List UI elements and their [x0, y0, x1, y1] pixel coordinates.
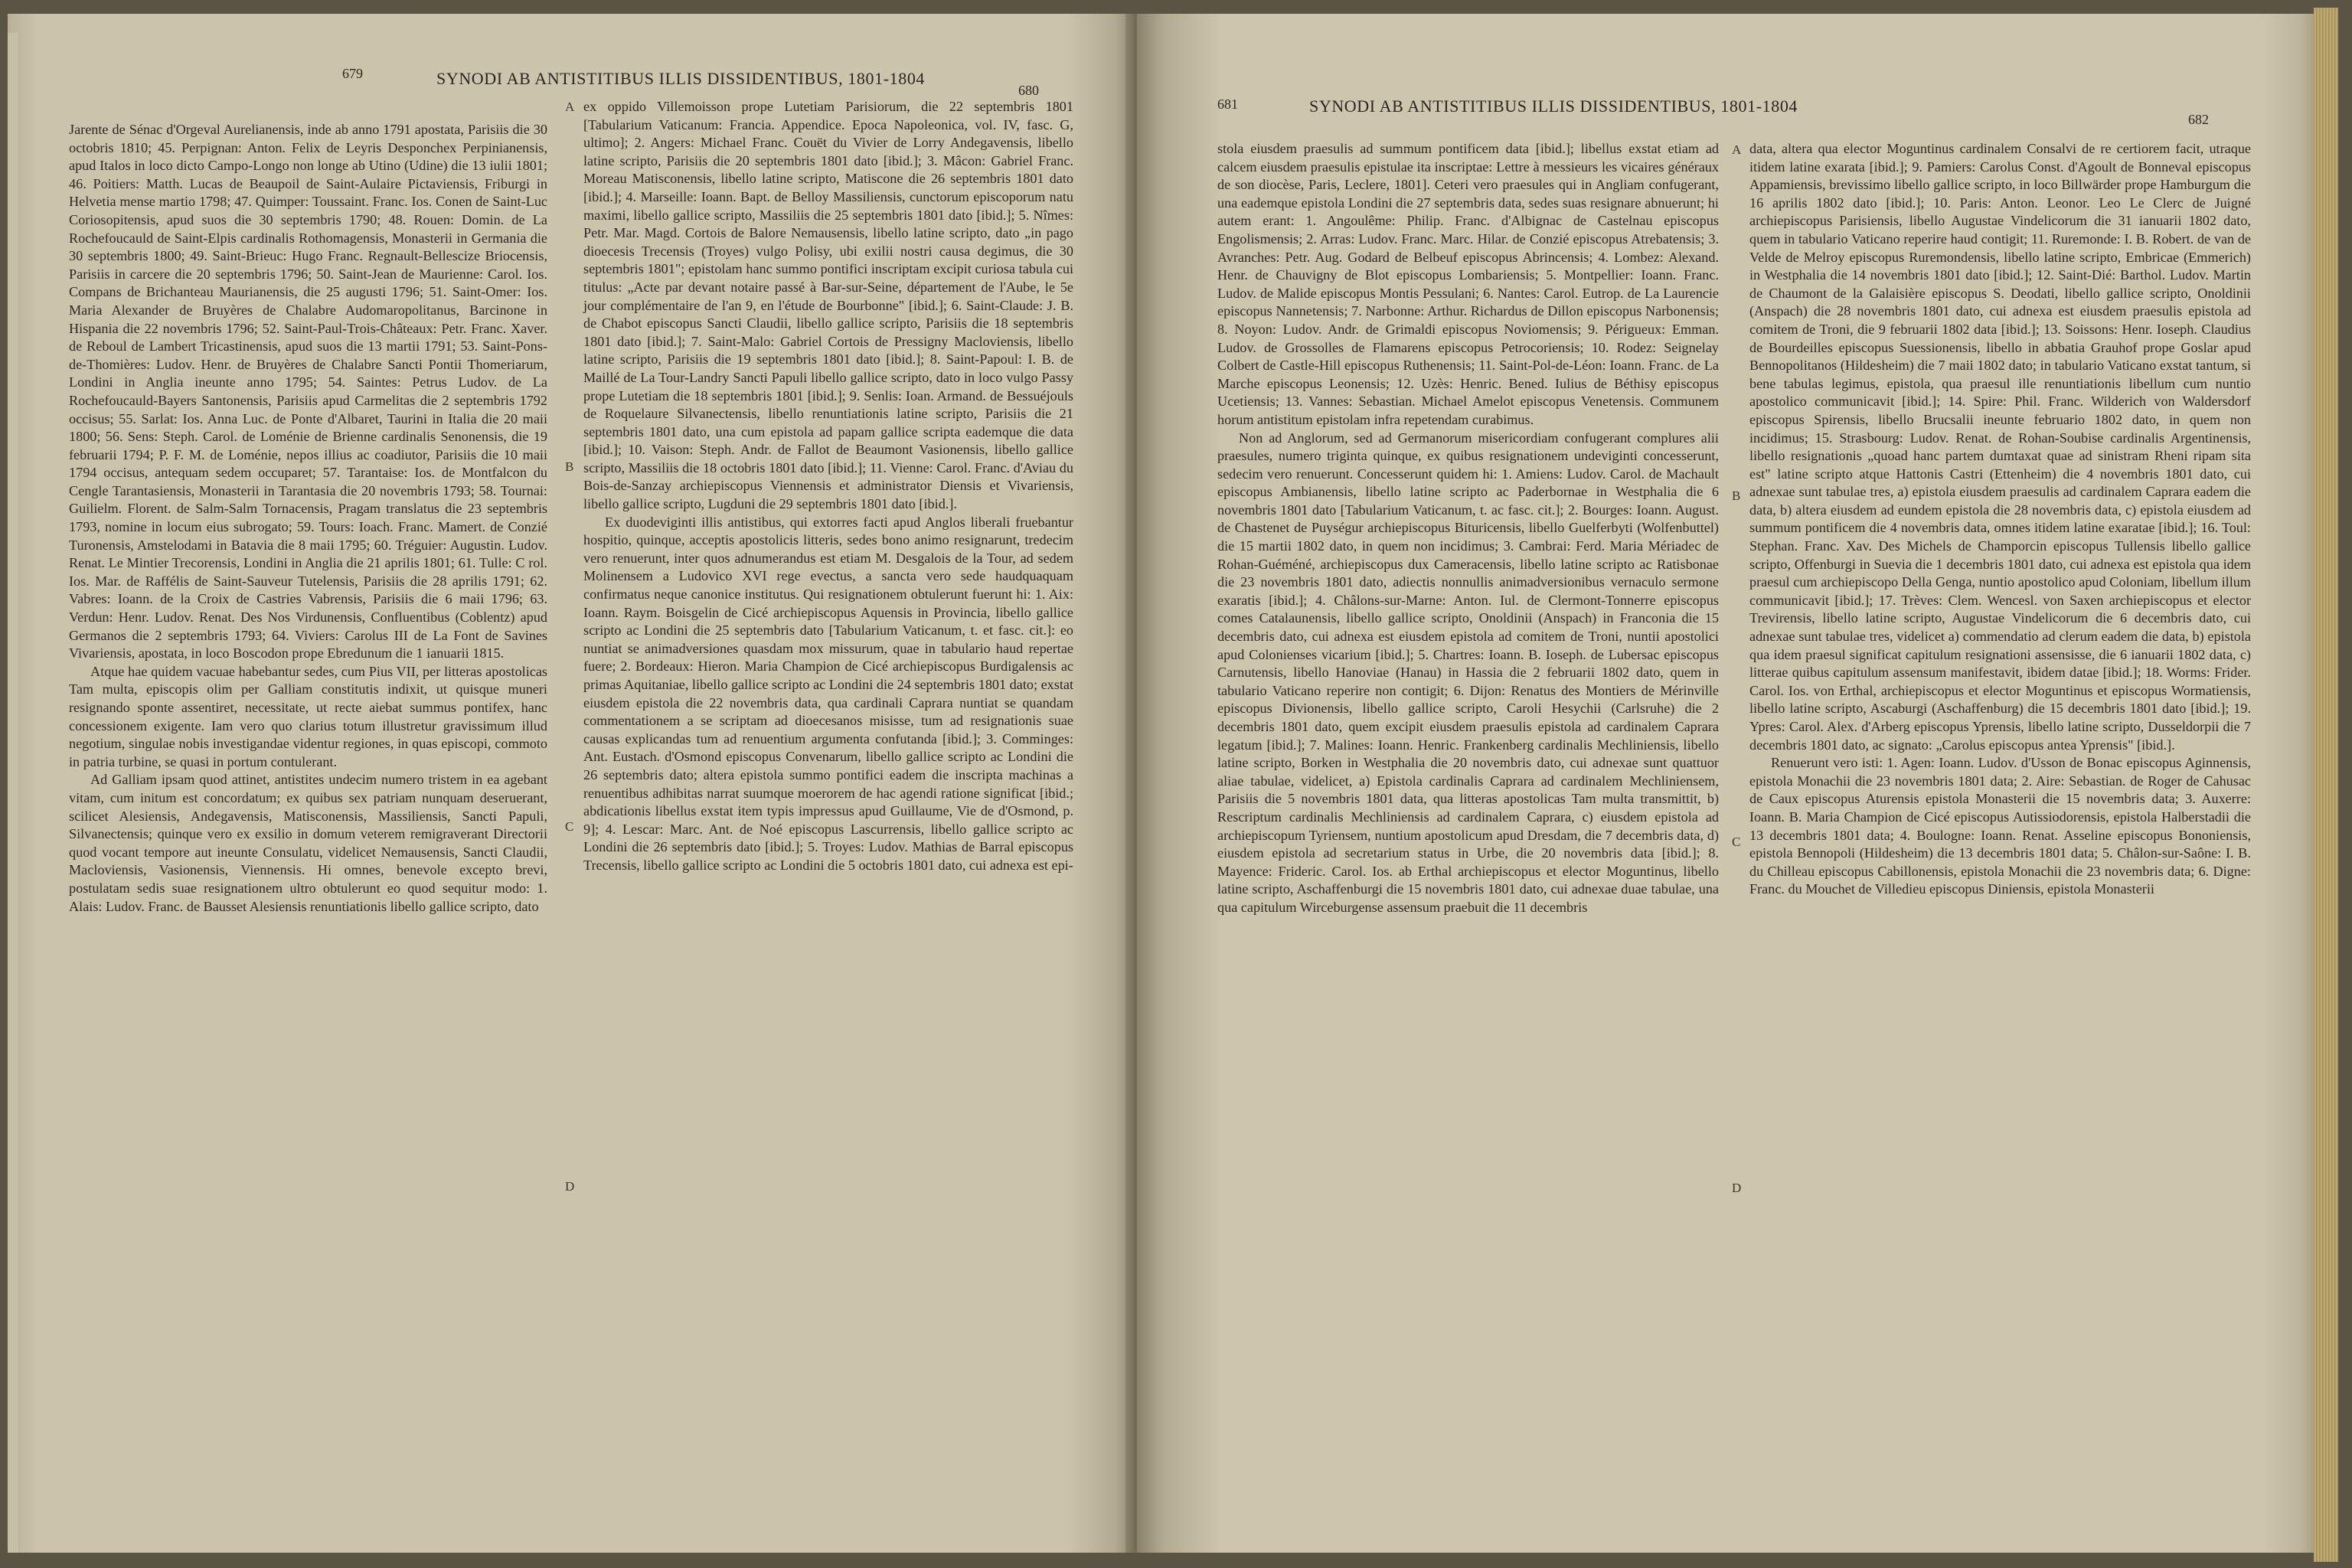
column-marker-b: B — [565, 459, 574, 474]
paragraph: Renuerunt vero isti: 1. Agen: Ioann. Ludov. d'Usson de Bonac episcopus Aginnensis, epistola Monachii die 23 novembris 1801 data; 2. Aire: Sebastian. de Roger de Cahusac de Caux episcopus Aturensis epistola Monasterii die 15 novembris data; 3. Auxerre: Ioann. B. Maria Champion de Cicé episcopus Autissiodorensis, epistola Halberstadii die 13 decembris 1801 data; 4. Boulogne: Ioann. Renat. Asseline episcopus Bononiensis, epistola Bennopoli (Hildesheim) die 13 decembris 1801 data; 5. Châlon-sur-Saône: I. B. du Chilleau episcopus Cabillonensis, epistola Monachii die 23 novembris data; 6. Digne: Franc. du Mouchet de Villedieu episcopus Diniensis, epistola Monasterii — [1749, 755, 2251, 897]
paragraph: Ex duodeviginti illis antistibus, qui extorres facti apud Anglos liberali fruebantur hospitio, quinque, acceptis apostolicis litteris, sedes bono animo resignarunt, tredecim vero renuerunt, inter quos adnumerandus est etiam M. Desgalois de la Tour, ad sedem Molinensem a Ludovico XVI rege evectus, a sancta vero sede haudquaquam confirmatus neque canonice institutus. Qui resignationem obtulerunt fuerunt hi: 1. Aix: Ioann. Raym. Boisgelin de Cicé archiepiscopus Aquensis in Provincia, libello gallice scripto ac Londini die 25 septembris dato [Tabularium Vaticanum, t. et fasc. cit.]: eo nuntiat se animadversiones quasdam mox missurum, quae in tabulario haud repertae fuere; 2. Bordeaux: Hieron. Maria Champion de Cicé archiepiscopus Burdigalensis ac primas Aquitaniae, libello gallice scripto ac Londini die 24 septembris 1801 dato; exstat eiusdem epistola die 22 novembris data, qua cardinali Caprara nuntiat se quandam commentationem a se scriptam ad dioecesanos misisse, tum ad resignationis suae causas explicandas tum ad renuentium argumenta confutanda [ibid.]; 3. Comminges: Ant. Eustach. d'Osmond episcopus Convenarum, libello gallice scripto ac Londini die 26 septembris dato; altera epistola summo pontifici eadem die inscripta machinas a renuentibus adhibitas narrat suumque moerorem de hac agendi ratione significat [ibid.; abdicationis libellus exstat item typis impressus apud Guillaume, Vie de d'Osmond, p. 9]; 4. Lescar: Marc. Ant. de Noé episcopus Lascurrensis, libello gallice scripto ac Londini die 26 septembris dato [ibid.]; 5. Troyes: Ludov. Mathias de Barral episcopus Trecensis, libello gallice scripto ac Londini die 5 octobris 1801 dato, cui adnexa est epi- — [583, 514, 1073, 873]
column-marker-c: C — [1732, 835, 1741, 849]
page-edges-left — [8, 33, 18, 1553]
page-number-682: 682 — [2188, 112, 2209, 127]
running-title-right: SYNODI AB ANTISTITIBUS ILLIS DISSIDENTIBUS, 1801-1804 — [1309, 96, 1798, 116]
right-page — [1137, 14, 2316, 1553]
column-marker-c: C — [565, 819, 574, 834]
paragraph: Ad Galliam ipsam quod attinet, antistites undecim numero tristem in ea agebant vitam, cum initum est concordatum; ex quibus sex patriam nunquam deseruerant, scilicet Alesiensis, Andegavensis, Matisconensis, Massiliensis, Sancti Papuli, Silvanectensis; quinque vero ex exsilio in domum veterem remigraverant Directorii quod vocant tempore aut ineunte Consulatu, videlicet Nemausensis, Sancti Claudii, Macloviensis, Vasionensis, Viennensis. Hi omnes, benevole excepto brevi, postulatam sedis suae resignationem ultro obtulerunt eo quod sequitur modo: 1. Alais: Ludov. Franc. de Bausset Alesiensis renuntiationis libello gallice scripto, dato — [69, 772, 547, 914]
left-column-a — [69, 121, 547, 916]
left-column-b — [583, 98, 1073, 875]
paragraph: stola eiusdem praesulis ad summum pontificem data [ibid.]; libellus exstat etiam ad calcem eiusdem praesulis epistulae ita inscriptae: Lettre à messieurs les vicaires généraux de son diocèse, Paris, Leclere, 1801]. Ceteri vero praesules qui in Angliam confugerant, una eademque epistola Londini die 27 septembris data, sedes suas resignare abnuerunt; hi autem erant: 1. Angoulême: Philip. Franc. d'Albignac de Castelnau episcopus Engolismensis; 2. Arras: Ludov. Franc. Marc. Hilar. de Conzié episcopus Atrebatensis; 3. Avranches: Petr. Aug. Godard de Belbeuf episcopus Abrincensis; 4. Lombez: Alexand. Henr. de Chauvigny de Blot episcopus Lombariensis; 5. Montpellier: Ioann. Franc. Ludov. de Malide episcopus Montis Pessulani; 6. Nantes: Carol. Eutrop. de La Laurencie episcopus Nannetensis; 7. Narbonne: Arthur. Richardus de Dillon episcopus Narbonensis; 8. Noyon: Ludov. Andr. de Grimaldi episcopus Noviomensis; 9. Périgueux: Emman. Ludov. de Grossolles de Flamarens episcopus Petrocoriensis; 10. Rodez: Seignelay Colbert de Castle-Hill episcopus Ruthenensis; 11. Saint-Pol-de-Léon: Ioann. Franc. de La Marche episcopus Leonensis; 12. Uzès: Henric. Bened. Iulius de Béthisy episcopus Ucetiensis; 13. Vannes: Sebastian. Michael Amelot episcopus Venetensis. Communem horum antistitum epistolam infra repetendam curabimus. — [1217, 141, 1719, 427]
column-marker-d: D — [1732, 1181, 1742, 1195]
paragraph: Non ad Anglorum, sed ad Germanorum misericordiam confugerant complures alii praesules, numero triginta quinque, ex quibus resignationem undeviginti concesserunt, sedecim vero renuerunt. Concesserunt quidem hi: 1. Amiens: Ludov. Carol. de Machault episcopus Ambianensis, libello latine scripto ac Paderbornae in Westphalia die 6 novembris 1801 dato [Tabularium Vaticanum, t. ac fasc. cit.]; 2. Bourges: Ioann. August. de Chastenet de Puységur archiepiscopus Bituricensis, libello Guelferbyti (Wolfenbuttel) die 15 martii 1802 dato, in quem non incidimus; 3. Cambrai: Ferd. Maria Mériadec de Rohan-Guéméné, archiepiscopus dux Cameracensis, libello latine scripto ac Ratisbonae die 23 novembris 1801 dato, adiectis nonnullis animadversionibus vernaculo sermone exaratis [ibid.]; 4. Châlons-sur-Marne: Anton. Iul. de Clermont-Tonnerre episcopus comes Catalaunensis, libello gallice scripto, Onoldinii (Anspach) in Franconia die 15 decembris dato, cui adnexa est eiusdem epistola ad comitem de Troni, nuntii apostolici apud Colonienses vicarium [ibid.]; 5. Chartres: Ioann. B. Ioseph. de Lubersac episcopus Carnutensis, libello Hanoviae (Hanau) in Hassia die 2 februarii 1802 dato, quem in tabulario Vaticano reperire non contigit; 6. Dijon: Renatus des Montiers de Mérinville episcopus Divionensis, libello gallice scripto, Caroli Hesychii (Carlsruhe) die 2 decembris 1801 dato, quem excipit eiusdem praesulis epistola ad cardinalem Caprara legatum [ibid.]; 7. Malines: Ioann. Henric. Frankenberg cardinalis Mechliniensis, libello latine scripto, Borken in Westphalia die 20 novembris dato, cui adnexae sunt quattuor aliae tabulae, videlicet, a) Epistola cardinalis Caprara ad cardinalem Mechliniensem, Parisiis die 5 novembris 1801 data, qua litteras apostolicas Tam multa transmittit, b) Rescriptum cardinalis Mechliniensis ad cardinalem Caprara, c) eiusdem epistola ad archiepiscopum Tyriensem, nuntium apostolicum apud Dresdam, die 7 decembris data, d) eiusdem epistola ad secretarium status in Urbe, die 20 novembris data [ibid.]; 8. Mayence: Frideric. Carol. Ios. ab Erthal archiepiscopus et elector Moguntinus, libello latine scripto, Aschaffenburgi die 15 novembris 1801 dato, cui adnexae duae tabulae, una qua capitulum Wirceburgense assensum praebuit die 11 decembris — [1217, 430, 1719, 915]
paragraph: Atque hae quidem vacuae habebantur sedes, cum Pius VII, per litteras apostolicas Tam multa, episcopis olim per Galliam constitutis indixit, ut quisque muneri resignando sponte assentiret, necessitate, ut recte aiebat summus pontifex, hanc concessionem exigente. Iam vero quo clarius totum illustretur gravissimum illud negotium, singulae nobis investigandae videntur regiones, in quas episcopi, commoto in patria turbine, se quasi in portum contulerant. — [69, 663, 547, 769]
left-page — [8, 14, 1137, 1553]
running-title-left: SYNODI AB ANTISTITIBUS ILLIS DISSIDENTIBUS, 1801-1804 — [436, 69, 926, 88]
page-number-679: 679 — [342, 66, 363, 81]
column-marker-a: A — [565, 100, 575, 114]
paragraph: data, altera qua elector Moguntinus cardinalem Consalvi de re certiorem facit, utraque itidem latine exarata [ibid.]; 9. Pamiers: Carolus Const. d'Agoult de Bonneval episcopus Appamiensis, brevissimo libello gallice scripto, in loco Billwärder prope Hamburgum die 16 aprilis 1802 dato [ibid.]; 10. Paris: Anton. Leonor. Leo Le Clerc de Juigné archiepiscopus Parisiensis, libello Augustae Vindelicorum die 31 ianuarii 1802 dato, quem in tabulario Vaticano reperire haud contigit; 11. Ruremonde: I. B. Robert. de van de Velde de Melroy episcopus Ruremondensis, libello latine scripto, Embricae (Emmerich) in Westphalia die 14 novembris 1801 dato [ibid.]; 12. Saint-Dié: Barthol. Ludov. Martin de Chaumont de la Galaisière episcopus S. Deodati, libello gallice scripto, Onoldinii (Anspach) die 28 novembris 1801 dato, cui adnexa est eiusdem praesulis epistola ad comitem de Troni, die 9 februarii 1802 data [ibid.]; 13. Soissons: Henr. Ioseph. Claudius de Bourdeilles episcopus Suessionensis, libello in abbatia Grauhof prope Goslar apud Bennopolitanos (Hildesheim) die 7 maii 1802 dato; in tabulario Vaticano exstat tantum, si bene tabulas legimus, epistola, qua praesul ille renuntiationis libellum cum nuntio apostolico communicavit [ibid.]; 14. Spire: Phil. Franc. Wilderich von Waldersdorf episcopus Spirensis, libello Brucsalii ineunte februario 1802 dato, in quem non incidimus; 15. Strasbourg: Ludov. Renat. de Rohan-Soubise cardinalis Argentinensis, libello resignationis „quoad hanc partem dumtaxat quae ad sinistram Rheni ripam sita est" latine scripto atque Hattonis Castri (Ettenheim) die 4 novembris 1801 dato, cui adnexae sunt tabulae tres, a) epistola eiusdem praesulis ad cardinalem Caprara eadem die data, b) altera eiusdem ad eundem epistola die 28 novembris data, c) epistola eiusdem ad summum pontificem die 4 novembris data, omnes itidem latine exaratae [ibid.]; 16. Toul: Stephan. Franc. Xav. Des Michels de Champorcin episcopus Tullensis libello gallice scripto, Offenburgi in Suevia die 1 decembris 1801 dato, cui adnexa est epistola qua idem praesul cum archiepiscopo Della Genga, nuntio apostolico apud Coloniam, libellum illum communicavit [ibid.]; 17. Trèves: Clem. Wencesl. von Saxen archiepiscopus et elector Trevirensis, libello latine scripto, Augustae Vindelicorum die 6 decembris dato, cui adnexae sunt tabulae tres, videlicet a) commendatio ad clerum eadem die data, b) epistola qua idem praesul significat capitulum resignationi assensisse, die 6 ianuarii 1802 data, c) litterae quibus capitulum assensum manifestavit, ibidem datae [ibid.]; 18. Worms: Frider. Carol. Ios. von Erthal, archiepiscopus et elector Moguntinus et episcopus Wormatiensis, libello latine scripto, Ascaburgi (Aschaffenburg) die 15 decembris 1801 dato [ibid.]; 19. Ypres: Carol. Alex. d'Arberg episcopus Yprensis, libello latine scripto, Dusseldorpii die 7 decembris 1801 dato, ac signato: „Carolus episcopus antea Yprensis" [ibid.]. — [1749, 141, 2251, 753]
page-number-681: 681 — [1217, 96, 1238, 112]
right-column-b — [1749, 140, 2251, 899]
paragraph: Jarente de Sénac d'Orgeval Aurelianensis, inde ab anno 1791 apostata, Parisiis die 30 octobris 1810; 45. Perpignan: Anton. Felix de Leyris Desponchex Perpinianensis, apud Italos in loco dicto Campo-Longo non longe ab Utino (Udine) die 13 iulii 1801; 46. Poitiers: Matth. Lucas de Beaupoil de Saint-Aulaire Pictaviensis, Friburgi in Helvetia mense martio 1798; 47. Quimper: Toussaint. Franc. Ios. Conen de Saint-Luc Coriosopitensis, apud suos die 30 septembris 1790; 48. Rouen: Domin. de La Rochefoucauld de Saint-Elpis cardinalis Rothomagensis, Monasterii in Germania die 30 septembris 1800; 49. Saint-Brieuc: Hugo Franc. Regnault-Bellescize Briocensis, Parisiis in carcere die 20 septembris 1796; 50. Saint-Jean de Maurienne: Carol. Ios. Compans de Brichanteau Maurianensis, die 25 augusti 1796; 51. Saint-Omer: Ios. Maria Alexander de Bruyères de Chalabre Audomaropolitanus, Barcinone in Hispania die 22 novembris 1796; 52. Saint-Paul-Trois-Châteaux: Petr. Franc. Xaver. de Reboul de Lambert Tricastinensis, apud suos die 13 martii 1791; 53. Saint-Pons-de-Thomières: Ludov. Henr. de Bruyères de Chalabre Sancti Pontii Thomeriarum, Londini in Anglia ineunte anno 1795; 54. Saintes: Petrus Ludov. de La Rochefoucauld-Bayers Santonensis, Parisiis apud Carmelitas die 2 septembris 1792 occisus; 55. Sarlat: Ios. Anna Luc. de Ponte d'Albaret, Taurini in Italia die 20 maii 1800; 56. Sens: Steph. Carol. de Loménie de Brienne cardinalis Senonensis, die 19 februarii 1794; P. F. M. de Loménie, nepos illius ac coadiutor, Parisiis die 10 maii 1794 occisus, antequam sedem occuparet; 57. Tarantaise: Ios. de Montfalcon du Cengle Tarantasiensis, Monasterii in Tarantasia die 20 novembris 1793; 58. Tournai: Guilielm. Florent. de Salm-Salm Tornacensis, Pragam translatus die 23 septembris 1793, nomine in locum eius subrogato; 59. Tours: Ioach. Franc. Mamert. de Conzié Turonensis, Amstelodami in Batavia die 8 maii 1795; 60. Tréguier: Augustin. Ludov. Renat. Le Mintier Trecorensis, Londini in Anglia die 21 aprilis 1801; 61. Tulle: C rol. Ios. Mar. de Raffélis de Saint-Sauveur Tutelensis, Parisiis die 28 aprilis 1791; 62. Vabres: Ioann. de la Croix de Castries Vabrensis, Parisiis die 6 maii 1796; 63. Verdun: Henr. Ludov. Renat. Des Nos Virdunensis, Confluentibus (Coblentz) apud Germanos die 2 septembris 1793; 64. Viviers: Carolus III de La Font de Savines Vivariensis, apostata, in loco Boscodon prope Ebredunum die 1 ianuarii 1815. — [69, 122, 547, 662]
column-marker-a: A — [1732, 142, 1742, 157]
book-edge-gilt — [2314, 8, 2338, 1562]
column-marker-d: D — [565, 1179, 575, 1194]
column-marker-b: B — [1732, 488, 1741, 503]
page-number-680: 680 — [1018, 83, 1039, 98]
paragraph: ex oppido Villemoisson prope Lutetiam Parisiorum, die 22 septembris 1801 [Tabularium Vaticanum: Francia. Appendice. Epoca Napoleonica, vol. IV, fasc. G, ultimo]; 2. Angers: Michael Franc. Couët du Vivier de Lorry Andegavensis, libello latine scripto, Parisiis die 20 septembris 1801 dato [ibid.]; 3. Mâcon: Gabriel Franc. Moreau Matisconensis, libello latine scripto, Matiscone die 26 septembris 1801 dato [ibid.]; 4. Marseille: Ioann. Bapt. de Belloy Massiliensis, cunctorum episcoporum natu maximi, libello gallice scripto, Massiliis die 25 septembris 1801 dato [ibid.]; 5. Nîmes: Petr. Mar. Magd. Cortois de Balore Nemausensis, libello latine scripto, dato „in pago dioecesis Trecensis (Troyes) vulgo Polisy, ubi exilii nostri causa degimus, die 30 septembris 1801"; epistolam hanc summo pontifici inscriptam excipit curiosa tabula cui titulus: „Acte par devant notaire passé à Bar-sur-Seine, département de l'Aube, le 5e jour complémentaire de l'an 9, en l'étude de Bourbonne" [ibid.]; 6. Saint-Claude: J. B. de Chabot episcopus Sancti Claudii, libello gallice scripto, Parisiis die 18 septembris 1801 dato [ibid.]; 7. Saint-Malo: Gabriel Cortois de Pressigny Macloviensis, libello latine scripto, Parisiis die 19 septembris 1801 dato [ibid.]; 8. Saint-Papoul: I. B. de Maillé de La Tour-Landry Sancti Papuli libello gallice scripto, dato in loco vulgo Passy prope Lutetiam die 18 septembris 1801 [ibid.]; 9. Senlis: Ioan. Armand. de Bessuéjouls de Roquelaure Silvanectensis, libello renuntiationis latine scripto, Parisiis die 21 septembris 1801 dato, una cum epistola ad papam gallice scripta eademque die data [ibid.]; 10. Vaison: Steph. Andr. de Fallot de Beaumont Vasionensis, libello gallice scripto, Massiliis die 18 octobris 1801 dato [ibid.]; 11. Vienne: Carol. Franc. d'Aviau du Bois-de-Sanzay archiepiscopus Viennensis et administrator Diensis et Vivariensis, libello gallice scripto, Lugduni die 29 septembris 1801 dato [ibid.]. — [583, 99, 1073, 512]
right-column-a — [1217, 140, 1719, 917]
